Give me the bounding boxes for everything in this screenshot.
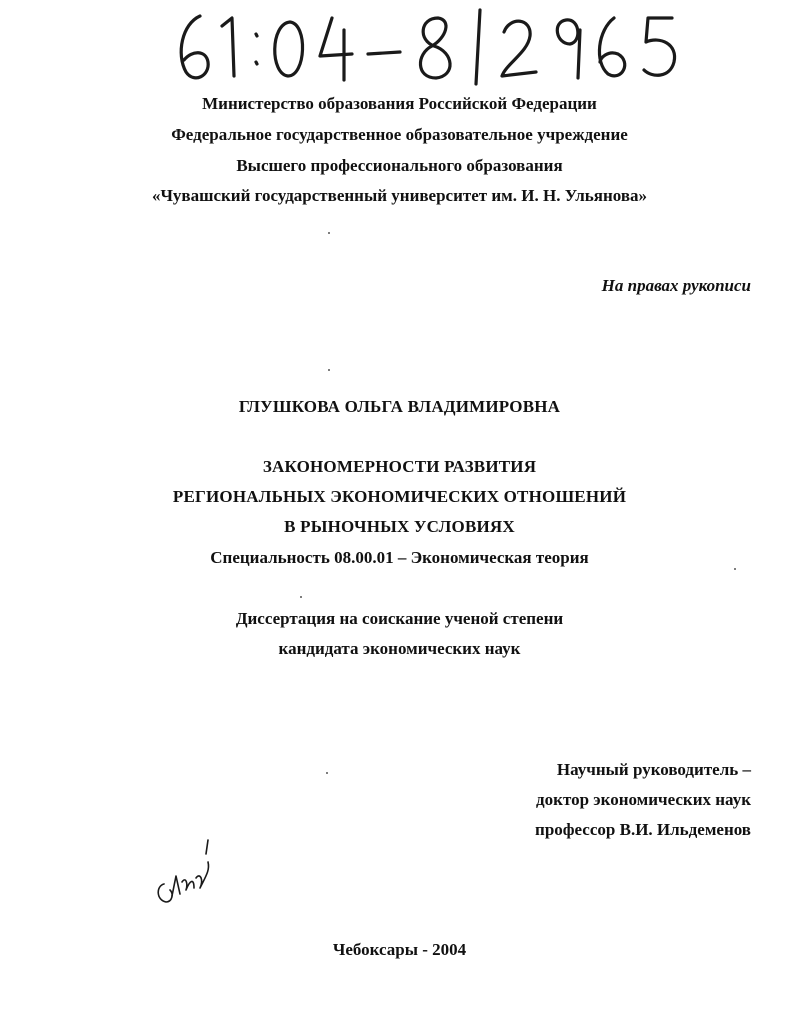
- thesis-title-line-3: В РЫНОЧНЫХ УСЛОВИЯХ: [284, 517, 515, 536]
- degree-line-2: кандидата экономических наук: [278, 639, 521, 658]
- specialty-line: Специальность 08.00.01 – Экономическая теория: [210, 548, 589, 567]
- ministry-line: Министерство образования Российской Федерации: [202, 94, 597, 113]
- city-year: Чебоксары - 2004: [332, 940, 467, 959]
- scan-speck: [328, 369, 330, 371]
- institution-type-line: Федеральное государственное образовательное учреждение: [171, 125, 628, 144]
- scan-speck: [326, 772, 328, 774]
- university-name-line: «Чувашский государственный университет им. И. Н. Ульянова»: [151, 186, 648, 205]
- thesis-title-line-2: РЕГИОНАЛЬНЫХ ЭКОНОМИЧЕСКИХ ОТНОШЕНИЙ: [172, 487, 627, 506]
- scan-speck: [734, 568, 736, 570]
- scan-speck: [300, 596, 302, 598]
- thesis-title-line-1: ЗАКОНОМЕРНОСТИ РАЗВИТИЯ: [262, 457, 537, 476]
- scan-speck: [328, 232, 330, 234]
- supervisor-name: профессор В.И. Ильдеменов: [535, 820, 751, 839]
- supervisor-label: Научный руководитель –: [556, 760, 751, 779]
- education-level-line: Высшего профессионального образования: [236, 156, 563, 175]
- manuscript-rights-note: На правах рукописи: [601, 276, 751, 295]
- handwritten-archive-code: [170, 4, 690, 86]
- author-name: ГЛУШКОВА ОЛЬГА ВЛАДИМИРОВНА: [238, 397, 561, 416]
- handwritten-signature: [150, 832, 220, 912]
- supervisor-degree: доктор экономических наук: [536, 790, 751, 809]
- degree-line-1: Диссертация на соискание ученой степени: [235, 609, 564, 628]
